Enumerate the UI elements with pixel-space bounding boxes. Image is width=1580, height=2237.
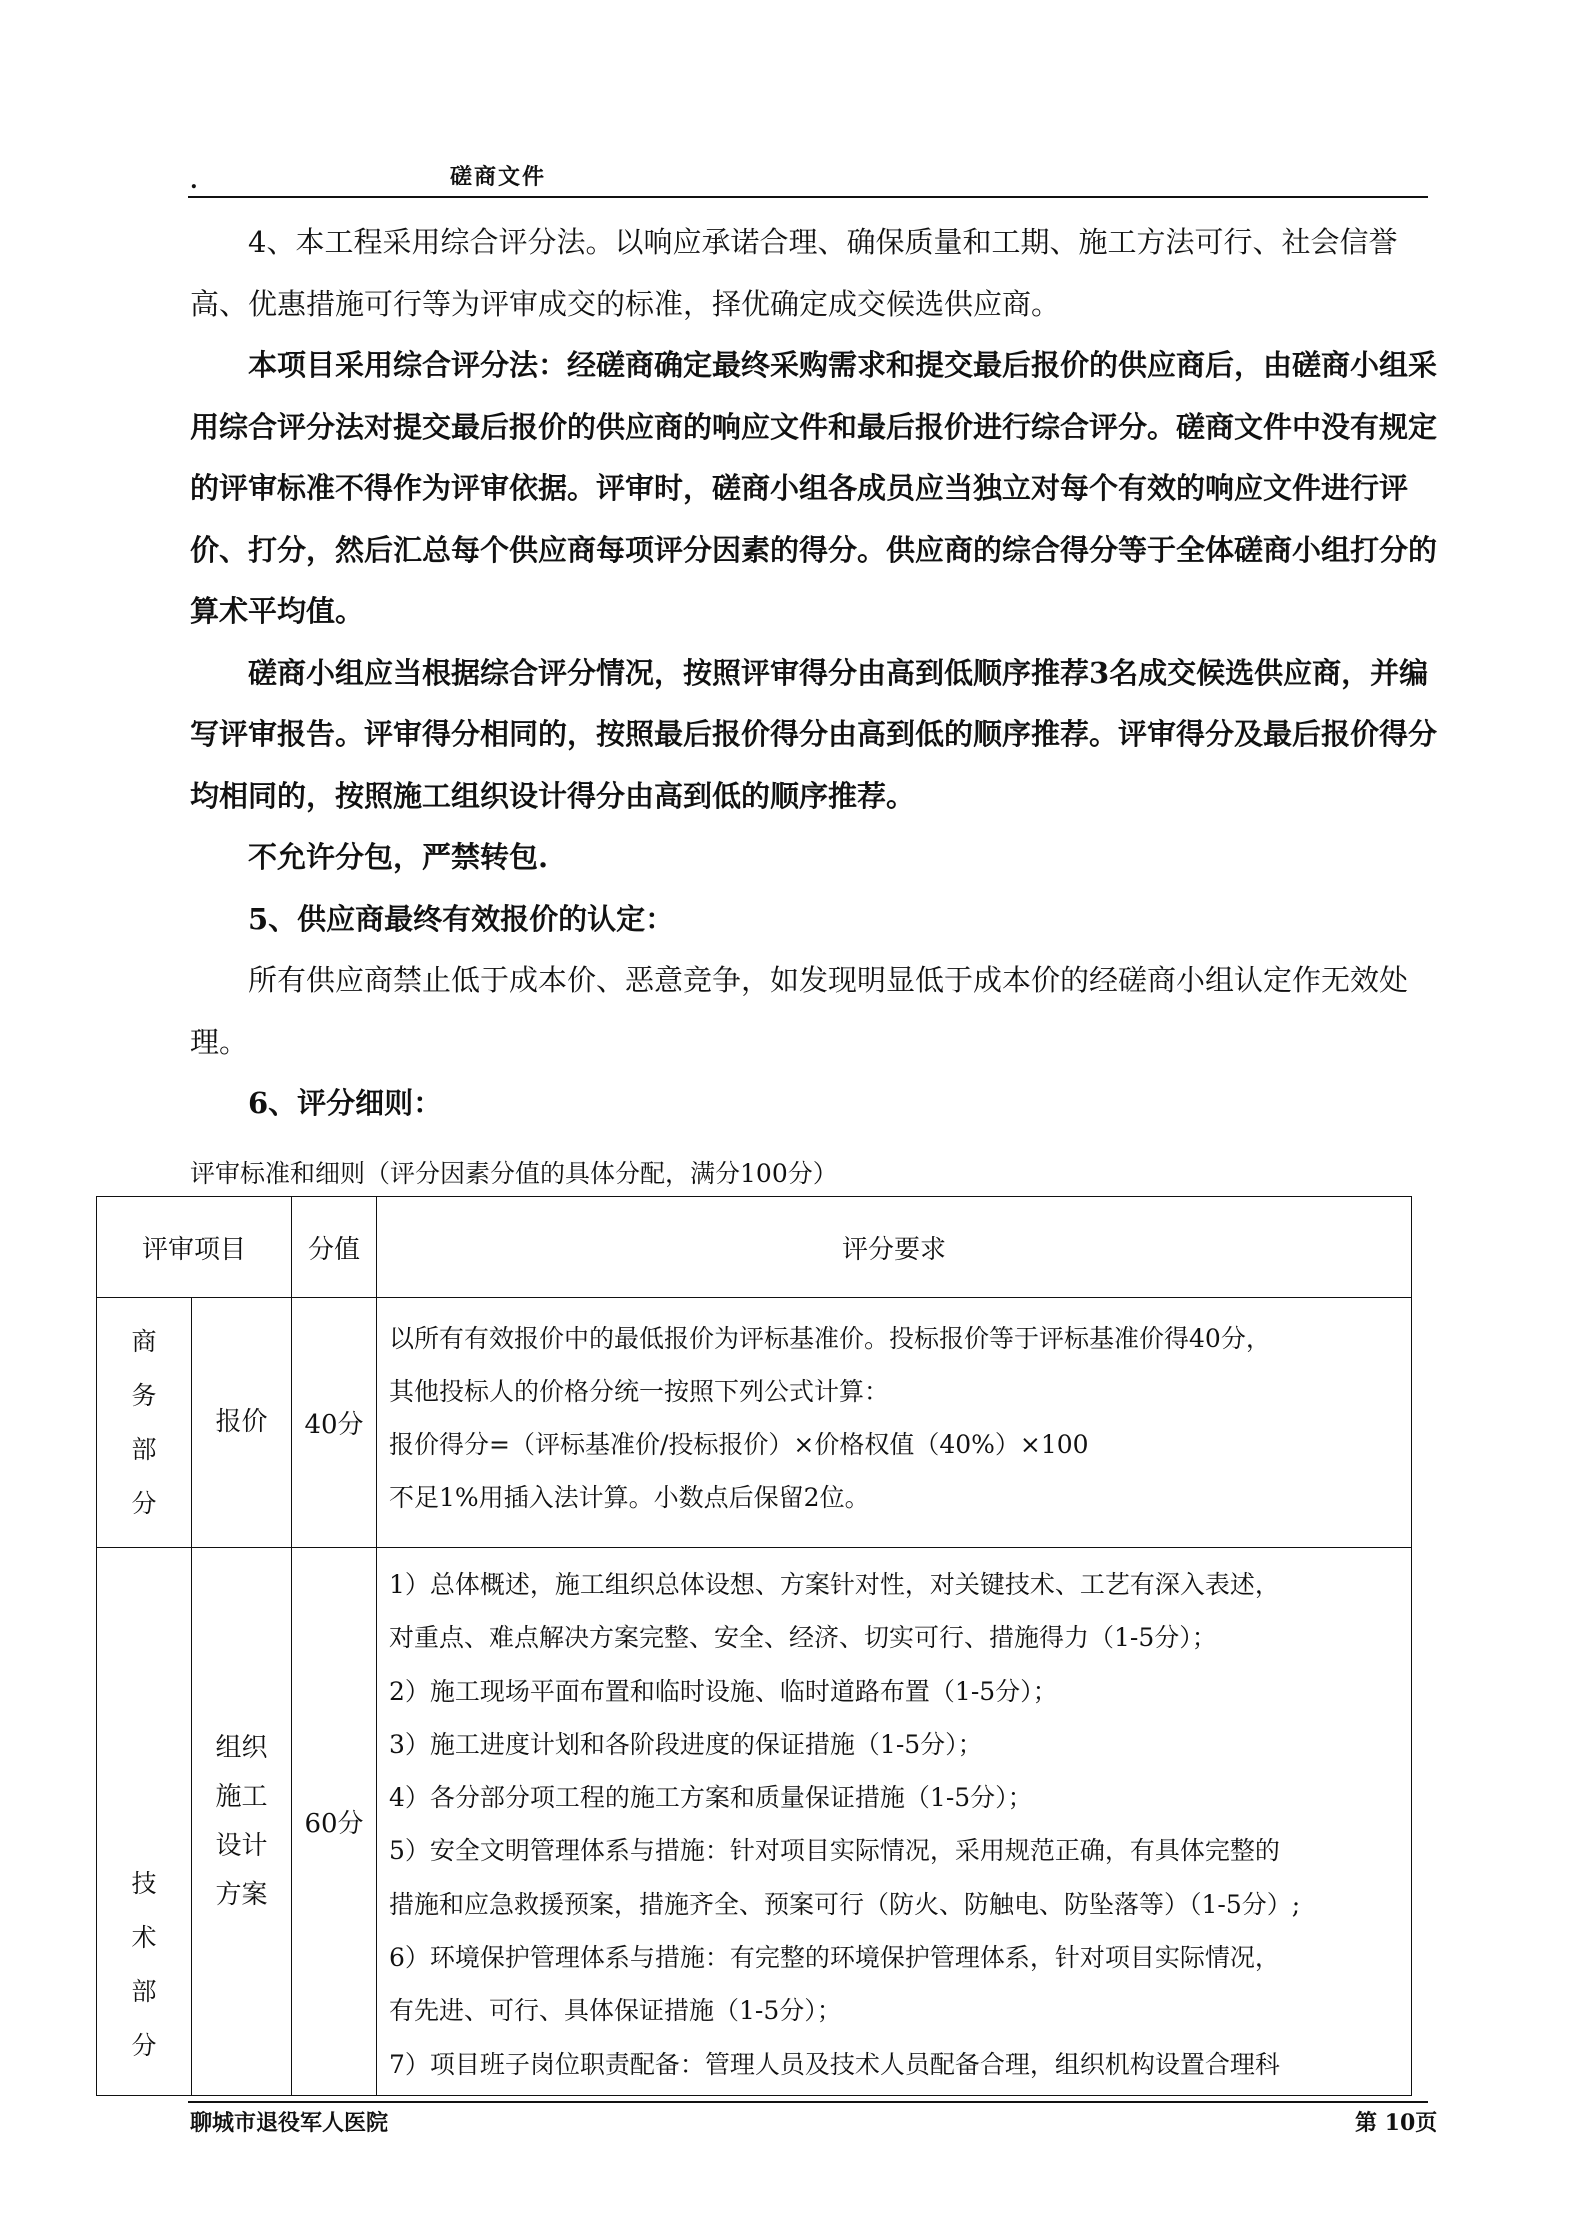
category-technical: 技 术 部 分 <box>97 1548 192 2096</box>
header-title: 磋商文件 <box>450 164 547 190</box>
header-score: 分值 <box>292 1197 377 1298</box>
paragraph-comprehensive-scoring: 本项目采用综合评分法：经磋商确定最终采购需求和提交最后报价的供应商后，由磋商小组采用综合评分法对提交最后报价的供应商的响应文件和最后报价进行综合评分。磋商文件中没有规定的评审标准不得作为评审依据。评审时，磋商小组各成员应当独立对每个有效的响应文件进行评价、打分，然后汇总每个供应商每项评分因素的得分。供应商的综合得分等于全体磋商小组打分的算术平均值。 <box>190 348 1438 628</box>
footer-rule <box>188 2101 1428 2103</box>
paragraph-below-cost: 所有供应商禁止低于成本价、恶意竞争，如发现明显低于成本价的经磋商小组认定作无效处理。 <box>190 963 1409 1059</box>
table-row <box>97 1548 1412 2096</box>
heading-effective-quote: 5、供应商最终有效报价的认定： <box>248 901 675 936</box>
body-text <box>190 212 1440 1135</box>
header-marker: . <box>190 168 198 194</box>
score-40: 40分 <box>292 1298 377 1548</box>
table-row <box>97 1298 1412 1548</box>
requirements-technical: 1）总体概述，施工组织总体设想、方案针对性，对关键技术、工艺有深入表述， 对重点、难点解决方案完整、安全、经济、切实可行、措施得力（1-5分）； 2）施工现场平面布置和临时设施、临时道路布置（1-5分）； 3）施工进度计划和各阶段进度的保证措施（1-5分）； 4）各分部分项工程的施工方案和质量保证措施（1-5分）； 5）安全文明管理体系与措施：针对项目实际情况，采用规范正确，有具体完整的 措施和应急救援预案，措施齐全、预案可行（防火、防触电、防坠落等）（1-5分）; 6）环境保护管理体系与措施：有完整的环境保护管理体系，针对项目实际情况， 有先进、可行、具体保证措施（1-5分）； 7）项目班子岗位职责配备：管理人员及技术人员配备合理，组织机构设置合理科 <box>377 1548 1412 2096</box>
paragraph-recommendation: 磋商小组应当根据综合评分情况，按照评审得分由高到低顺序推荐3名成交候选供应商，并编写评审报告。评审得分相同的，按照最后报价得分由高到低的顺序推荐。评审得分及最后报价得分均相同的，按照施工组织设计得分由高到低的顺序推荐。 <box>190 655 1438 813</box>
category-business: 商 务 部 分 <box>97 1298 192 1548</box>
subcategory-construction-design: 组织 施工 设计 方案 <box>192 1548 292 2096</box>
header-requirements: 评分要求 <box>377 1197 1412 1298</box>
requirements-business: 以所有有效报价中的最低报价为评标基准价。投标报价等于评标基准价得40分， 其他投标人的价格分统一按照下列公式计算： 报价得分=（评标基准价/投标报价）×价格权值（40%）×100 不足1%用插入法计算。小数点后保留2位。 <box>377 1298 1412 1548</box>
footer-organization: 聊城市退役军人医院 <box>190 2110 389 2136</box>
table-caption: 评审标准和细则（评分因素分值的具体分配，满分100分） <box>190 1159 838 1188</box>
header-item: 评审项目 <box>97 1197 292 1298</box>
subcategory-quote: 报价 <box>192 1298 292 1548</box>
paragraph-no-subcontract: 不允许分包，严禁转包. <box>248 840 549 874</box>
header-rule <box>188 196 1428 198</box>
scoring-table <box>96 1196 1412 2096</box>
heading-scoring-rules: 6、评分细则： <box>248 1086 443 1120</box>
footer-page-number: 第 10页 <box>1355 2110 1438 2136</box>
paragraph-evaluation-method: 4、本工程采用综合评分法。以响应承诺合理、确保质量和工期、施工方法可行、社会信誉高、优惠措施可行等为评审成交的标准，择优确定成交候选供应商。 <box>190 225 1398 321</box>
table-header-row <box>97 1197 1412 1298</box>
score-60: 60分 <box>292 1548 377 2096</box>
